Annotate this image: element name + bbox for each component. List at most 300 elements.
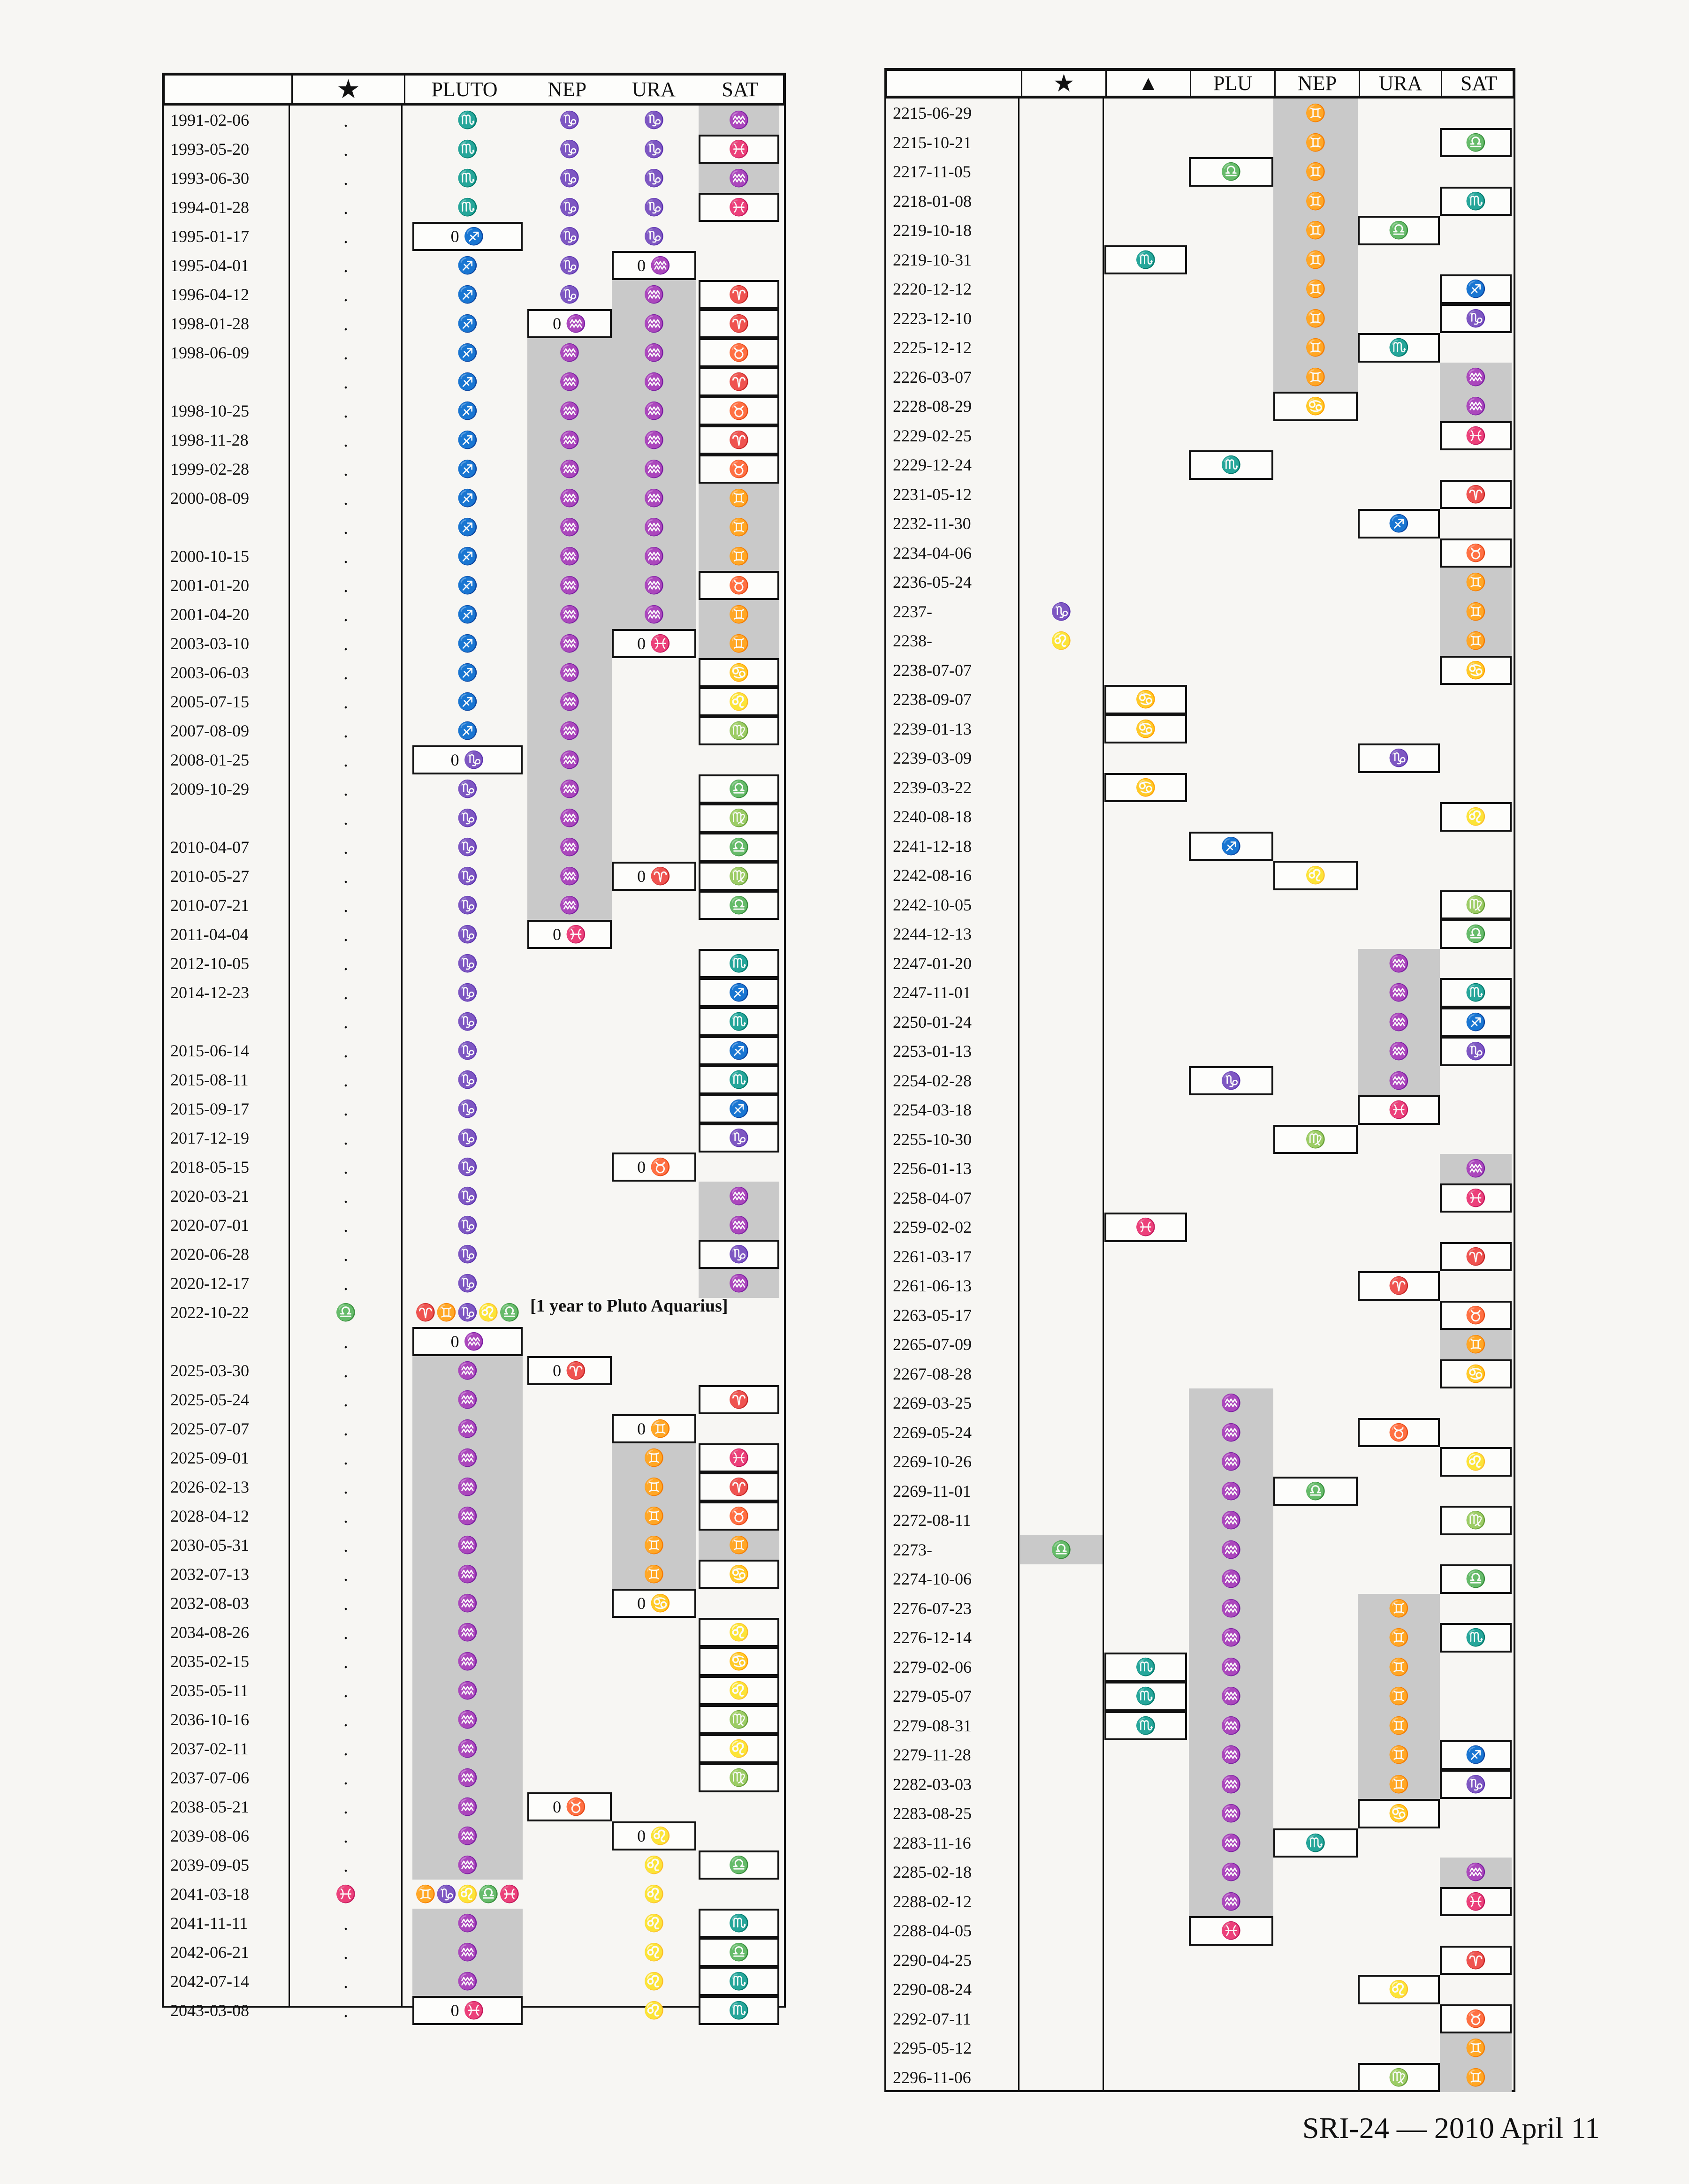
cell-sat: ♊ bbox=[699, 542, 779, 571]
cell-ura bbox=[1358, 304, 1440, 334]
cell-star bbox=[1020, 1359, 1103, 1389]
cell-ura: ♒ bbox=[1358, 1066, 1440, 1096]
cell-tri bbox=[1104, 187, 1187, 216]
cell-star: . bbox=[343, 1651, 348, 1672]
cell-star bbox=[1020, 978, 1103, 1008]
cell-ura bbox=[1358, 363, 1440, 392]
cell-star bbox=[1020, 1828, 1103, 1858]
row-date: 2261-06-13 bbox=[893, 1276, 972, 1295]
row-date: 2025-09-01 bbox=[170, 1448, 249, 1467]
cell-star bbox=[1020, 743, 1103, 773]
cell-ura: 0 ♋ bbox=[612, 1589, 696, 1618]
cell-star: . bbox=[343, 1273, 348, 1294]
row-date: 2015-09-17 bbox=[170, 1100, 249, 1118]
cell-ura bbox=[1358, 2004, 1440, 2034]
cell-nep bbox=[1273, 1506, 1358, 1535]
cell-nep bbox=[1273, 1564, 1358, 1594]
table-row bbox=[164, 455, 784, 484]
cell-ura: ♊ bbox=[1358, 1682, 1440, 1711]
cell-plu: ♒ bbox=[412, 1938, 523, 1967]
cell-nep bbox=[527, 1153, 612, 1182]
cell-sat bbox=[1440, 1828, 1512, 1858]
row-date: 2279-02-06 bbox=[893, 1657, 972, 1676]
cell-nep bbox=[1273, 1711, 1358, 1741]
row-date: 2241-12-18 bbox=[893, 836, 972, 856]
cell-plu: ♒ bbox=[1189, 1564, 1273, 1594]
cell-plu: ♏ bbox=[457, 169, 478, 188]
cell-plu: ♑ bbox=[457, 983, 478, 1002]
cell-star: . bbox=[343, 1709, 348, 1730]
cell-nep: ♑ bbox=[559, 111, 580, 129]
cell-plu bbox=[1189, 597, 1273, 627]
cell-plu: ♐ bbox=[1189, 832, 1273, 861]
cell-nep: ♒ bbox=[527, 833, 612, 862]
cell-star: . bbox=[343, 1825, 348, 1847]
table-row bbox=[164, 716, 784, 745]
cell-plu: ♐ bbox=[457, 314, 478, 333]
cell-ura: ♊ bbox=[1358, 1711, 1440, 1741]
cell-plu: ♑ bbox=[457, 867, 478, 886]
page-footer: SRI-24 — 2010 April 11 bbox=[1302, 2111, 1600, 2145]
cell-tri bbox=[1104, 274, 1187, 304]
table-row bbox=[164, 1763, 784, 1792]
cell-plu: ♒ bbox=[412, 1676, 523, 1705]
cell-ura: ♌ bbox=[643, 2001, 665, 2020]
cell-sat: ♒ bbox=[1440, 363, 1512, 392]
cell-sat: ♋ bbox=[1440, 1359, 1512, 1389]
cell-sat bbox=[1440, 450, 1512, 480]
row-date: 1991-02-06 bbox=[170, 111, 249, 129]
table-row bbox=[886, 274, 1514, 304]
cell-tri bbox=[1104, 919, 1187, 949]
cell-ura bbox=[1358, 1828, 1440, 1858]
cell-star bbox=[1020, 1125, 1103, 1154]
cell-ura: ♑ bbox=[643, 169, 665, 188]
cell-star: . bbox=[343, 138, 348, 160]
cell-plu bbox=[1189, 187, 1273, 216]
cell-sat: ♊ bbox=[1440, 2033, 1512, 2063]
cell-nep: ♑ bbox=[559, 198, 580, 217]
table-row bbox=[886, 1418, 1514, 1448]
row-date: 2035-02-15 bbox=[170, 1652, 249, 1671]
cell-plu: ♐ bbox=[457, 634, 478, 653]
cell-nep: 0 ♓ bbox=[527, 920, 612, 949]
cell-ura bbox=[612, 1094, 696, 1123]
cell-ura: ♒ bbox=[612, 309, 696, 338]
cell-tri: ♋ bbox=[1104, 714, 1187, 744]
cell-sat bbox=[699, 1880, 779, 1909]
cell-plu: ♒ bbox=[1189, 1623, 1273, 1653]
cell-ura: 0 ♉ bbox=[612, 1153, 696, 1182]
table-row bbox=[164, 1414, 784, 1443]
cell-sat: ♋ bbox=[699, 1647, 779, 1676]
row-date: 2215-10-21 bbox=[893, 133, 972, 152]
table-row bbox=[886, 1477, 1514, 1506]
table-row bbox=[164, 1007, 784, 1036]
cell-star bbox=[1020, 333, 1103, 363]
cell-plu: ♐ bbox=[457, 402, 478, 420]
row-date: 1999-02-28 bbox=[170, 460, 249, 478]
row-date: 2014-12-23 bbox=[170, 983, 249, 1002]
row-date: 2295-05-12 bbox=[893, 2039, 972, 2057]
cell-plu: ♑ bbox=[457, 838, 478, 857]
left-table-body bbox=[162, 106, 786, 2021]
table-row bbox=[886, 773, 1514, 803]
cell-star: . bbox=[343, 575, 348, 596]
table-row bbox=[886, 245, 1514, 275]
cell-nep bbox=[1273, 1095, 1358, 1125]
cell-plu bbox=[1189, 216, 1273, 245]
cell-plu: ♒ bbox=[412, 1763, 523, 1792]
cell-sat: ♉ bbox=[1440, 1301, 1512, 1330]
cell-ura: ♏ bbox=[1358, 333, 1440, 363]
cell-nep: ♊ bbox=[1273, 363, 1358, 392]
cell-sat: ♍ bbox=[699, 716, 779, 745]
cell-ura bbox=[1358, 392, 1440, 421]
cell-plu: ♐ bbox=[457, 692, 478, 711]
cell-plu: ♐ bbox=[457, 576, 478, 595]
cell-ura bbox=[1358, 861, 1440, 890]
row-date: 2010-07-21 bbox=[170, 896, 249, 915]
cell-ura: ♊ bbox=[612, 1560, 696, 1589]
cell-plu: ♐ bbox=[457, 460, 478, 478]
cell-ura bbox=[1358, 1916, 1440, 1946]
right-header-date bbox=[887, 71, 1021, 96]
cell-plu bbox=[1189, 714, 1273, 744]
cell-plu: ♑ bbox=[457, 1041, 478, 1060]
table-row bbox=[886, 450, 1514, 480]
cell-ura: ♊ bbox=[612, 1472, 696, 1502]
cell-plu bbox=[1189, 626, 1273, 656]
row-date: 2274-10-06 bbox=[893, 1570, 972, 1588]
cell-plu: ♐ bbox=[457, 343, 478, 362]
cell-nep: 0 ♒ bbox=[527, 309, 612, 338]
row-date: 2244-12-13 bbox=[893, 925, 972, 943]
row-date: 2247-01-20 bbox=[893, 954, 972, 973]
cell-nep bbox=[1273, 1623, 1358, 1653]
cell-tri bbox=[1104, 832, 1187, 861]
cell-ura bbox=[612, 745, 696, 774]
cell-nep bbox=[1273, 773, 1358, 803]
row-date: 2282-03-03 bbox=[893, 1774, 972, 1794]
cell-star: . bbox=[343, 313, 348, 334]
cell-ura: ♊ bbox=[1358, 1770, 1440, 1799]
table-row bbox=[886, 1359, 1514, 1389]
table-row bbox=[886, 1887, 1514, 1917]
row-date: 2256-01-13 bbox=[893, 1159, 972, 1178]
cell-sat: ♍ bbox=[1440, 890, 1512, 920]
cell-ura bbox=[612, 658, 696, 687]
row-date: 2010-04-07 bbox=[170, 838, 249, 857]
row-date: 2219-10-31 bbox=[893, 250, 972, 269]
table-row bbox=[164, 1240, 784, 1269]
cell-star bbox=[1020, 1916, 1103, 1946]
cell-star: . bbox=[343, 1476, 348, 1498]
cell-star bbox=[1020, 1008, 1103, 1037]
cell-nep bbox=[1273, 1975, 1358, 2004]
cell-nep bbox=[527, 1647, 612, 1676]
table-row bbox=[164, 135, 784, 164]
row-date: 2015-06-14 bbox=[170, 1041, 249, 1060]
table-row bbox=[886, 1770, 1514, 1799]
cell-plu bbox=[1189, 2063, 1273, 2093]
cell-plu: ♑ bbox=[457, 925, 478, 944]
cell-star bbox=[1020, 1418, 1103, 1448]
cell-tri bbox=[1104, 978, 1187, 1008]
cell-star bbox=[1020, 2004, 1103, 2034]
cell-star: . bbox=[343, 1971, 348, 1992]
cell-ura: ♒ bbox=[612, 513, 696, 542]
cell-nep: ♒ bbox=[527, 687, 612, 716]
cell-sat bbox=[1440, 333, 1512, 363]
row-date: 2015-08-11 bbox=[170, 1070, 249, 1089]
cell-tri bbox=[1104, 949, 1187, 978]
cell-plu: ♒ bbox=[412, 1385, 523, 1414]
cell-ura bbox=[1358, 1858, 1440, 1887]
cell-sat: ♍ bbox=[699, 804, 779, 833]
cell-sat bbox=[1440, 216, 1512, 245]
cell-sat bbox=[1440, 714, 1512, 744]
cell-sat: ♉ bbox=[699, 338, 779, 367]
cell-tri bbox=[1104, 450, 1187, 480]
cell-nep: ♒ bbox=[527, 716, 612, 745]
cell-ura: ♒ bbox=[612, 338, 696, 367]
cell-star: . bbox=[343, 1069, 348, 1091]
cell-ura bbox=[1358, 1564, 1440, 1594]
cell-ura: ♊ bbox=[1358, 1740, 1440, 1770]
cell-sat: ♉ bbox=[1440, 538, 1512, 568]
cell-tri: ♏ bbox=[1104, 1653, 1187, 1682]
cell-star bbox=[1020, 99, 1103, 128]
cell-nep: ♒ bbox=[527, 629, 612, 658]
cell-ura bbox=[612, 949, 696, 978]
cell-sat: ♊ bbox=[699, 513, 779, 542]
cell-ura bbox=[1358, 1359, 1440, 1389]
row-date: 2039-08-06 bbox=[170, 1827, 249, 1845]
cell-nep: ♑ bbox=[559, 140, 580, 159]
cell-plu bbox=[1189, 333, 1273, 363]
cell-nep bbox=[527, 1850, 612, 1880]
row-date: 2018-05-15 bbox=[170, 1158, 249, 1176]
row-date: 2237- bbox=[893, 602, 932, 621]
cell-plu: ♐ bbox=[457, 547, 478, 566]
cell-sat bbox=[1440, 1095, 1512, 1125]
row-date: 2042-07-14 bbox=[170, 1972, 249, 1991]
cell-nep: ♊ bbox=[1273, 128, 1358, 158]
table-row bbox=[886, 1154, 1514, 1183]
table-row bbox=[164, 687, 784, 716]
cell-plu bbox=[1189, 743, 1273, 773]
cell-nep: ♊ bbox=[1273, 99, 1358, 128]
cell-nep: ♒ bbox=[527, 891, 612, 920]
cell-plu: ♏ bbox=[457, 198, 478, 217]
cell-star bbox=[1020, 2033, 1103, 2063]
cell-star: . bbox=[343, 1185, 348, 1207]
cell-ura bbox=[612, 1385, 696, 1414]
cell-star bbox=[1020, 363, 1103, 392]
cell-ura: 0 ♓ bbox=[612, 629, 696, 658]
cell-ura: ♒ bbox=[612, 600, 696, 629]
row-date: 2239-03-09 bbox=[893, 749, 972, 767]
cell-plu: ♒ bbox=[1189, 1828, 1273, 1858]
cell-nep: ♒ bbox=[527, 513, 612, 542]
cell-star bbox=[1020, 1975, 1103, 2004]
cell-sat: ♑ bbox=[699, 1240, 779, 1269]
cell-plu: ♒ bbox=[412, 1967, 523, 1996]
row-date: 2292-07-11 bbox=[893, 2009, 971, 2028]
cell-star: ♎ bbox=[335, 1303, 357, 1322]
row-date: 2279-08-31 bbox=[893, 1716, 972, 1735]
cell-sat: ♑ bbox=[1440, 1037, 1512, 1066]
cell-sat: ♍ bbox=[699, 1705, 779, 1734]
cell-star bbox=[1020, 1095, 1103, 1125]
cell-ura bbox=[612, 1182, 696, 1211]
cell-nep bbox=[527, 1880, 612, 1909]
row-date: 2226-03-07 bbox=[893, 367, 972, 387]
table-row bbox=[164, 571, 784, 600]
cell-star: . bbox=[343, 1941, 348, 1963]
row-date: 2269-11-01 bbox=[893, 1481, 971, 1501]
row-date: 1993-06-30 bbox=[170, 169, 249, 188]
cell-ura bbox=[612, 1734, 696, 1763]
cell-ura bbox=[1358, 450, 1440, 480]
cell-star bbox=[1020, 1653, 1103, 1682]
row-date: 2034-08-26 bbox=[170, 1623, 249, 1642]
row-date: 2041-11-11 bbox=[170, 1914, 248, 1933]
table-row bbox=[164, 1123, 784, 1153]
row-date: 2290-04-25 bbox=[893, 1950, 972, 1970]
cell-sat bbox=[699, 1589, 779, 1618]
table-row bbox=[886, 1711, 1514, 1741]
cell-nep: ♏ bbox=[1273, 1828, 1358, 1858]
table-row bbox=[886, 626, 1514, 656]
cell-ura bbox=[612, 1240, 696, 1269]
cell-sat: ♊ bbox=[699, 629, 779, 658]
cell-nep bbox=[527, 1240, 612, 1269]
cell-plu: ♒ bbox=[412, 1414, 523, 1443]
cell-plu bbox=[1189, 509, 1273, 538]
cell-star bbox=[1020, 685, 1103, 714]
cell-tri bbox=[1104, 1828, 1187, 1858]
cell-sat bbox=[1440, 949, 1512, 978]
cell-nep bbox=[527, 978, 612, 1007]
table-row bbox=[886, 919, 1514, 949]
cell-ura bbox=[612, 1065, 696, 1094]
cell-star bbox=[1020, 304, 1103, 334]
row-date: 2011-04-04 bbox=[170, 925, 249, 944]
cell-star: . bbox=[343, 400, 348, 422]
cell-nep: ♑ bbox=[559, 169, 580, 188]
table-row bbox=[164, 862, 784, 891]
table-row bbox=[886, 656, 1514, 685]
cell-plu bbox=[1189, 568, 1273, 597]
cell-tri bbox=[1104, 1154, 1187, 1183]
cell-star bbox=[1020, 1447, 1103, 1477]
cell-sat bbox=[699, 1414, 779, 1443]
cell-star: . bbox=[343, 1098, 348, 1120]
cell-star: ♌ bbox=[1050, 631, 1072, 651]
right-table-header bbox=[884, 68, 1515, 99]
table-row bbox=[886, 99, 1514, 128]
cell-nep bbox=[1273, 1799, 1358, 1828]
cell-ura bbox=[1358, 1301, 1440, 1330]
cell-tri bbox=[1104, 1506, 1187, 1535]
cell-plu: ♑ bbox=[457, 954, 478, 973]
table-row bbox=[164, 1676, 784, 1705]
cell-nep: ♒ bbox=[527, 396, 612, 425]
table-row bbox=[886, 2004, 1514, 2034]
row-date: 1998-06-09 bbox=[170, 343, 249, 362]
cell-ura: ♊ bbox=[612, 1443, 696, 1472]
cell-star bbox=[1020, 1213, 1103, 1242]
table-row bbox=[164, 542, 784, 571]
cell-ura bbox=[612, 978, 696, 1007]
cell-nep bbox=[1273, 1770, 1358, 1799]
cell-plu: ♒ bbox=[412, 1909, 523, 1938]
table-row bbox=[164, 1356, 784, 1385]
cell-star: . bbox=[343, 546, 348, 567]
cell-star: . bbox=[343, 1418, 348, 1440]
cell-nep: ♒ bbox=[527, 484, 612, 513]
cell-plu bbox=[1189, 245, 1273, 275]
cell-sat bbox=[1440, 1535, 1512, 1565]
table-row bbox=[164, 193, 784, 222]
cell-sat: ♓ bbox=[1440, 1887, 1512, 1917]
right-header-sat: SAT bbox=[1441, 71, 1515, 96]
cell-plu: ♒ bbox=[1189, 1477, 1273, 1506]
cell-star: . bbox=[343, 1912, 348, 1934]
cell-plu: ♐ bbox=[457, 605, 478, 624]
right-header-ura: URA bbox=[1359, 71, 1441, 96]
cell-nep: ♊ bbox=[1273, 333, 1358, 363]
cell-star bbox=[1020, 861, 1103, 890]
cell-tri bbox=[1104, 890, 1187, 920]
cell-sat: ♋ bbox=[699, 1560, 779, 1589]
cell-star bbox=[1020, 1066, 1103, 1096]
cell-star: . bbox=[343, 865, 348, 887]
table-row bbox=[886, 1213, 1514, 1242]
cell-ura bbox=[1358, 538, 1440, 568]
cell-star: . bbox=[343, 255, 348, 276]
cell-sat: ♈ bbox=[1440, 480, 1512, 509]
cell-star bbox=[1020, 1330, 1103, 1359]
cell-nep bbox=[527, 1734, 612, 1763]
cell-nep bbox=[527, 1996, 612, 2025]
row-date: 2265-07-09 bbox=[893, 1335, 972, 1354]
cell-star: . bbox=[343, 1156, 348, 1178]
cell-plu: ♑ bbox=[1189, 1066, 1273, 1096]
row-date: 2283-11-16 bbox=[893, 1833, 971, 1852]
cell-ura: ♌ bbox=[1358, 1975, 1440, 2004]
cell-plu: ♒ bbox=[1189, 1653, 1273, 1682]
cell-sat: ♓ bbox=[699, 135, 779, 164]
row-date: 2253-01-13 bbox=[893, 1042, 972, 1061]
cell-ura bbox=[1358, 99, 1440, 128]
table-row bbox=[164, 1734, 784, 1763]
cell-plu: ♒ bbox=[1189, 1506, 1273, 1535]
cell-sat: ♉ bbox=[699, 455, 779, 484]
cell-sat: ♍ bbox=[699, 1763, 779, 1792]
cell-tri bbox=[1104, 538, 1187, 568]
cell-star: . bbox=[343, 167, 348, 189]
cell-ura bbox=[1358, 157, 1440, 187]
cell-nep: ♑ bbox=[559, 285, 580, 304]
cell-sat bbox=[1440, 861, 1512, 890]
cell-star: . bbox=[343, 1331, 348, 1352]
cell-nep bbox=[527, 1065, 612, 1094]
cell-nep bbox=[527, 1618, 612, 1647]
cell-star: . bbox=[343, 1622, 348, 1643]
